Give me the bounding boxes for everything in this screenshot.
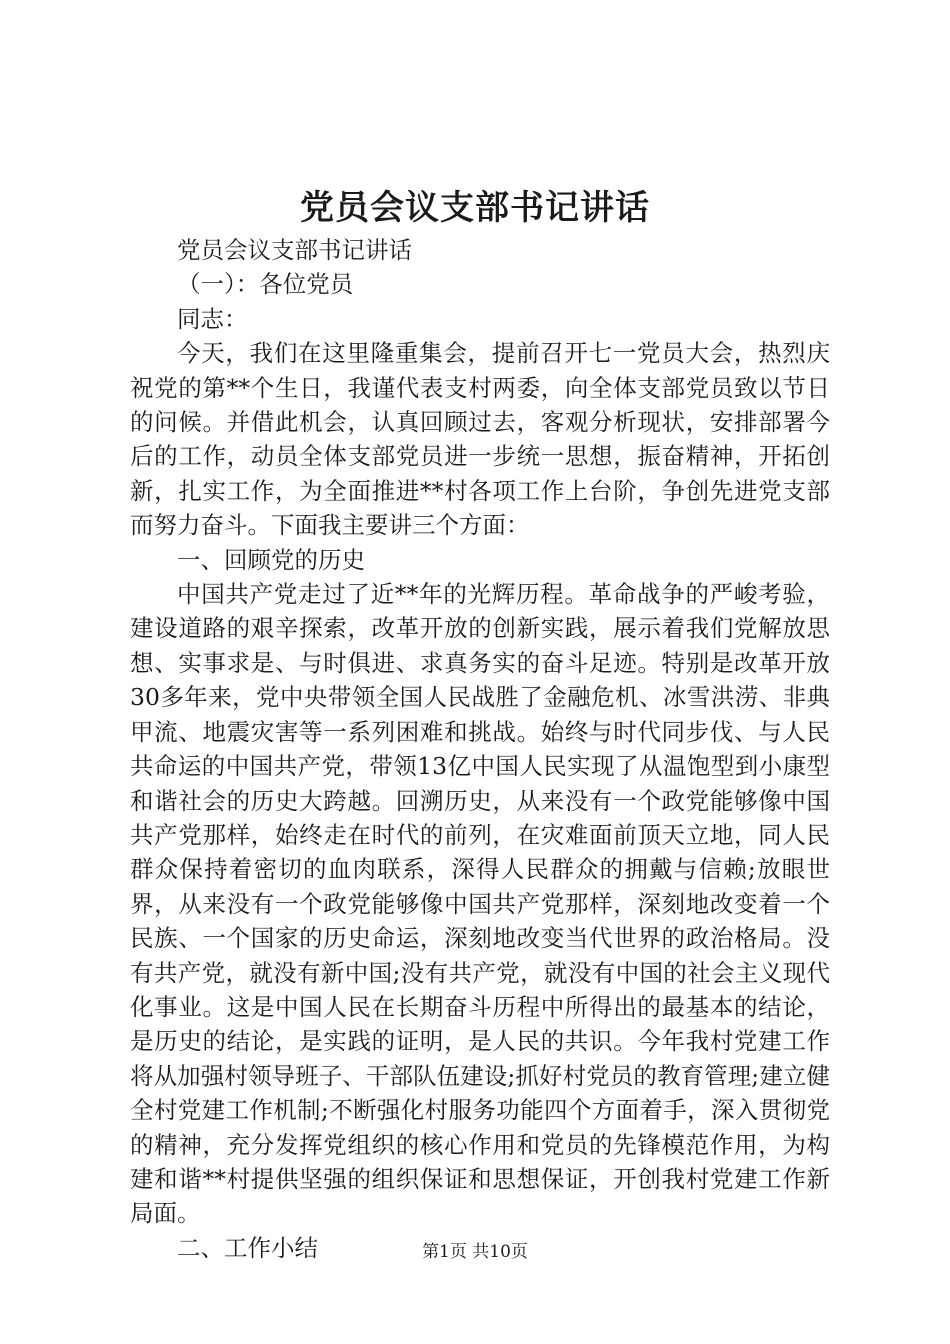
section-heading-2: 二、工作小结 — [177, 1233, 318, 1262]
document-title: 党员会议支部书记讲话 — [300, 188, 650, 228]
document-body — [130, 233, 830, 1265]
paragraph-subtitle: 党员会议支部书记讲话 — [177, 236, 412, 264]
section-heading-1: 一、回顾党的历史 — [177, 545, 365, 574]
paragraph-intro: 今天，我们在这里隆重集会，提前召开七一党员大会，热烈庆祝党的第**个生日，我谨代表支村两委，向全体支部党员致以节日的问候。并借此机会，认真回顾过去，客观分析现状，安排部署今后的工作，动员全体支部党员进一步统一思想，振奋精神，开拓创新，扎实工作，为全面推进**村各项工作上台阶，争创先进党支部而努力奋斗。下面我主要讲三个方面： — [130, 339, 830, 540]
paragraph-history: 中国共产党走过了近**年的光辉历程。革命战争的严峻考验，建设道路的艰辛探索，改革开放的创新实践，展示着我们党解放思想、实事求是、与时俱进、求真务实的奋斗足迹。特别是改革开放30多年来，党中央带领全国人民战胜了金融危机、冰雪洪涝、非典甲流、地震灾害等一系列困难和挑战。始终与时代同步伐、与人民共命运的中国共产党，带领13亿中国人民实现了从温饱型到小康型和谐社会的历史大跨越。回溯历史，从来没有一个政党能够像中国共产党那样，始终走在时代的前列，在灾难面前顶天立地，同人民群众保持着密切的血肉联系，深得人民群众的拥戴与信赖;放眼世界，从来没有一个政党能够像中国共产党那样，深刻地改变着一个民族、一个国家的历史命运，深刻地改变当代世界的政治格局。没有共产党，就没有新中国;没有共产党，就没有中国的社会主义现代化事业。这是中国人民在长期奋斗历程中所得出的最基本的结论，是历史的结论，是实践的证明，是人民的共识。今年我村党建工作将从加强村领导班子、干部队伍建设;抓好村党员的教育管理;建立健全村党建工作机制;不断强化村服务功能四个方面着手，深入贯彻党的精神，充分发挥党组织的核心作用和党员的先锋模范作用，为构建和谐**村提供坚强的组织保证和思想保证，开创我村党建工作新局面。 — [130, 580, 830, 1228]
paragraph-greeting: 同志： — [177, 304, 248, 333]
paragraph-salutation: （一）：各位党员 — [177, 270, 354, 299]
page-footer: 第1页 共10页 — [422, 1242, 528, 1262]
